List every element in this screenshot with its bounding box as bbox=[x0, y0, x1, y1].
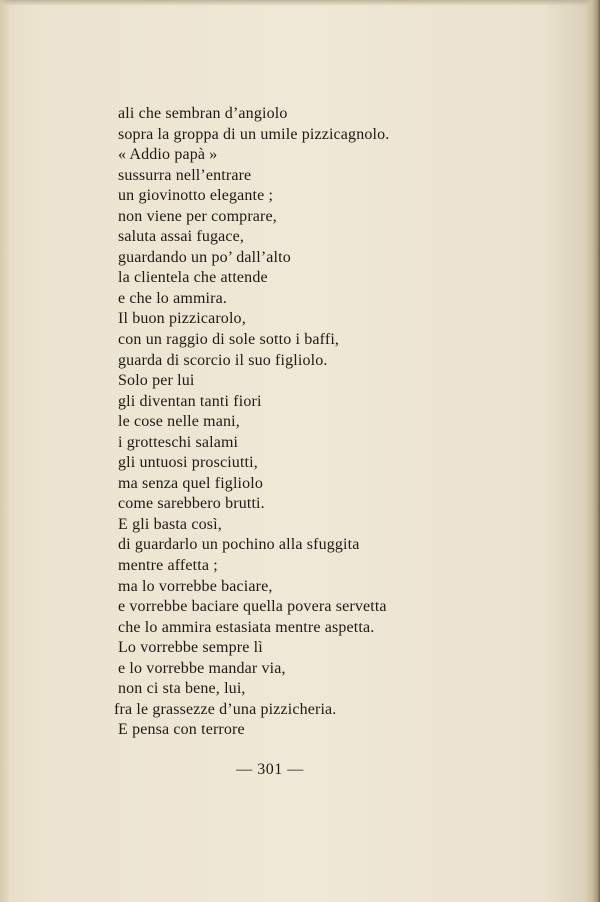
poem-line: la clientela che attende bbox=[118, 269, 268, 287]
poem-line: un giovinotto elegante ; bbox=[118, 187, 274, 205]
poem-line: Il buon pizzicarolo, bbox=[118, 310, 246, 328]
poem-line: ma senza quel figliolo bbox=[118, 474, 264, 492]
poem-line: che lo ammira estasiata mentre aspetta. bbox=[118, 618, 375, 636]
poem-line: Solo per lui bbox=[118, 372, 195, 390]
poem-line: mentre affetta ; bbox=[118, 557, 218, 575]
poem-line: i grotteschi salami bbox=[118, 433, 239, 451]
poem-line: sopra la groppa di un umile pizzicagnolo. bbox=[118, 125, 390, 143]
poem-line: e vorrebbe baciare quella povera servetta bbox=[118, 598, 387, 616]
poem-line: saluta assai fugace, bbox=[118, 228, 245, 246]
poem-line: con un raggio di sole sotto i baffi, bbox=[118, 331, 340, 349]
poem-line: di guardarlo un pochino alla sfuggita bbox=[118, 536, 360, 554]
poem-line: ma lo vorrebbe baciare, bbox=[118, 577, 273, 595]
poem-line: gli diventan tanti fiori bbox=[118, 392, 262, 410]
poem-text bbox=[114, 104, 448, 741]
poem-line: E gli basta così, bbox=[118, 515, 222, 533]
poem-line: sussurra nell’entrare bbox=[118, 166, 252, 184]
poem-line: guardando un po’ dall’alto bbox=[118, 248, 291, 266]
poem-line: « Addio papà » bbox=[118, 146, 218, 164]
poem-line: fra le grassezze d’una pizzicheria. bbox=[114, 700, 337, 718]
page-number: — 301 — bbox=[236, 761, 304, 778]
poem-line: come sarebbero brutti. bbox=[118, 495, 265, 513]
page-top-shadow bbox=[0, 0, 600, 6]
poem-line: non viene per comprare, bbox=[118, 207, 277, 225]
page-gutter-shadow bbox=[0, 0, 10, 902]
poem-line: le cose nelle mani, bbox=[118, 413, 240, 431]
poem-line: E pensa con terrore bbox=[118, 721, 245, 739]
poem-line: Lo vorrebbe sempre lì bbox=[118, 639, 263, 657]
poem-line: e che lo ammira. bbox=[118, 289, 228, 307]
poem-line: gli untuosi prosciutti, bbox=[118, 454, 258, 472]
poem-line: non ci sta bene, lui, bbox=[118, 680, 246, 698]
poem-line: guarda di scorcio il suo figliolo. bbox=[118, 351, 328, 369]
page-fore-edge bbox=[586, 0, 600, 902]
poem-line: ali che sembran d’angiolo bbox=[118, 105, 288, 122]
poem-line: e lo vorrebbe mandar via, bbox=[118, 659, 286, 677]
